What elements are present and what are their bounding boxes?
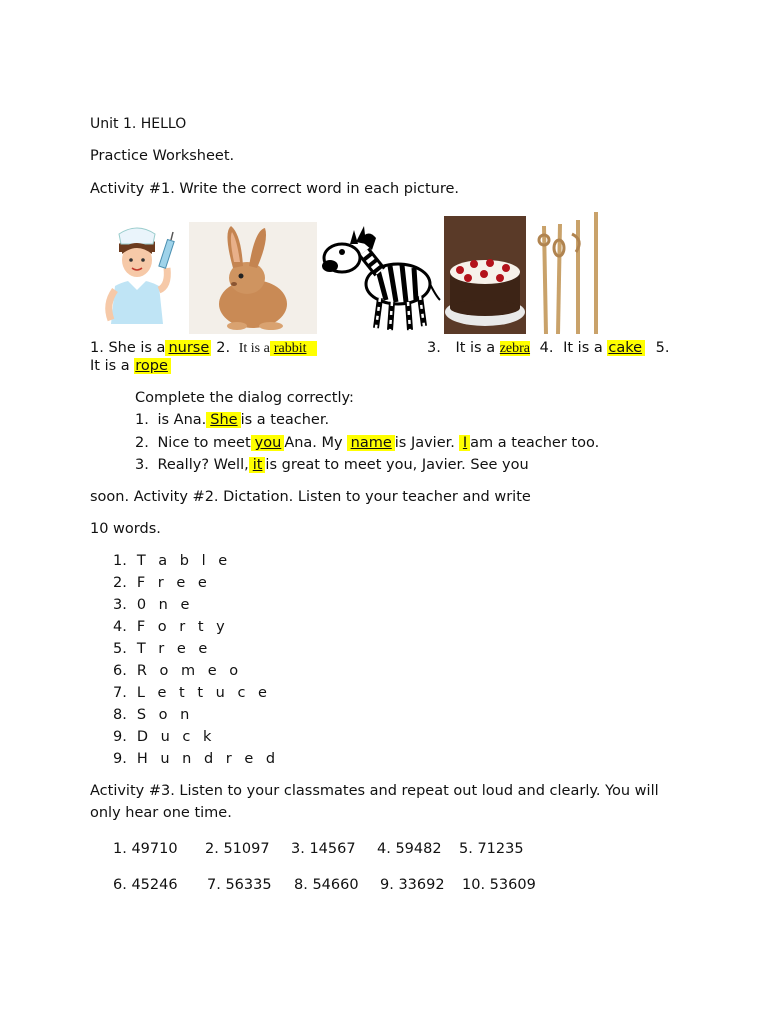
- sentence4-number: 4.: [539, 340, 554, 356]
- unit-title: Unit 1. HELLO: [90, 116, 187, 132]
- word-number: 6.: [113, 663, 127, 679]
- number-item: 10. 53609: [462, 877, 536, 893]
- dictation-word: L e t t u c e: [136, 685, 271, 701]
- dialog-item: [135, 412, 329, 428]
- dialog-number: 2.: [135, 435, 149, 451]
- dialog-text: Nice to meet: [157, 435, 251, 451]
- number-item: 9. 33692: [380, 877, 445, 893]
- sentence4-prefix: It is a: [563, 340, 603, 356]
- answer-cake: cake: [607, 340, 645, 356]
- rabbit-icon: [189, 222, 317, 334]
- dictation-word: H u n d r e d: [136, 751, 280, 767]
- number-row: [113, 877, 536, 893]
- activity1-sentence-line-right: [427, 340, 669, 357]
- worksheet-title: Practice Worksheet.: [90, 148, 235, 164]
- dialog-text: is Javier.: [394, 435, 455, 451]
- dialog-answer: name: [347, 435, 395, 451]
- dialog-text: am a teacher too.: [470, 435, 600, 451]
- list-item: [113, 751, 279, 767]
- number-item: 4. 59482: [377, 841, 442, 857]
- word-number: 9.: [113, 751, 127, 767]
- dialog-title: Complete the dialog correctly:: [135, 390, 354, 406]
- activity2-instruction: soon. Activity #2. Dictation. Listen to your teacher and write: [90, 489, 531, 505]
- dialog-text: Really? Well,: [157, 457, 249, 473]
- dictation-word: F r e e: [136, 575, 211, 591]
- activity1-sentence-line2: [90, 358, 171, 374]
- dialog-text: Ana. My: [284, 435, 343, 451]
- cake-icon: [444, 216, 526, 334]
- dictation-word: 0 n e: [136, 597, 194, 613]
- number-item: 1. 49710: [113, 841, 178, 857]
- dictation-word: S o n: [136, 707, 194, 723]
- dialog-text: is Ana.: [157, 412, 207, 428]
- activity3-instruction: Activity #3. Listen to your classmates and repeat out loud and clearly. You will: [90, 783, 659, 799]
- dialog-text: is great to meet you, Javier. See you: [265, 457, 529, 473]
- dialog-answer: I: [459, 435, 470, 451]
- word-number: 2.: [113, 575, 127, 591]
- activity3-instruction-cont: only hear one time.: [90, 805, 232, 821]
- list-item: [113, 575, 211, 591]
- dialog-answer: She: [206, 412, 240, 428]
- dialog-number: 3.: [135, 457, 149, 473]
- answer-rope: rope: [134, 358, 171, 374]
- dialog-answer: it: [249, 457, 266, 473]
- list-item: [113, 597, 193, 613]
- sentence2-number: 2.: [216, 340, 231, 356]
- word-number: 4.: [113, 619, 127, 635]
- number-item: 5. 71235: [459, 841, 524, 857]
- sentence1-prefix: 1. She is a: [90, 340, 166, 356]
- activity2-instruction-cont: 10 words.: [90, 521, 161, 537]
- number-item: 7. 56335: [207, 877, 272, 893]
- dictation-word: T r e e: [136, 641, 212, 657]
- zebra-icon: [320, 222, 442, 334]
- answer-zebra: zebra: [499, 341, 531, 356]
- answer-nurse: nurse: [165, 340, 211, 356]
- dictation-word: T a b l e: [136, 553, 232, 569]
- word-number: 7.: [113, 685, 127, 701]
- list-item: [113, 663, 242, 679]
- activity1-sentence-line: [90, 340, 317, 357]
- dialog-item: [135, 435, 599, 451]
- sentence5-prefix: It is a: [90, 358, 130, 374]
- list-item: [113, 553, 231, 569]
- number-item: 8. 54660: [294, 877, 359, 893]
- answer-rabbit: rabbit: [270, 341, 317, 356]
- list-item: [113, 729, 215, 745]
- activity1-instruction: Activity #1. Write the correct word in each picture.: [90, 181, 460, 197]
- dictation-word: R o m e o: [136, 663, 243, 679]
- word-number: 3.: [113, 597, 127, 613]
- dialog-item: [135, 457, 529, 473]
- dictation-word: F o r t y: [136, 619, 229, 635]
- word-number: 9.: [113, 729, 127, 745]
- dialog-number: 1.: [135, 412, 149, 428]
- rope-icon: [532, 212, 602, 336]
- number-row: [113, 841, 524, 857]
- list-item: [113, 707, 193, 723]
- dictation-word: D u c k: [136, 729, 216, 745]
- nurse-icon: [97, 224, 183, 328]
- word-number: 5.: [113, 641, 127, 657]
- sentence3-number: 3.: [427, 340, 441, 356]
- word-number: 1.: [113, 553, 127, 569]
- list-item: [113, 619, 229, 635]
- number-item: 6. 45246: [113, 877, 178, 893]
- list-item: [113, 685, 271, 701]
- word-number: 8.: [113, 707, 127, 723]
- dialog-answer: you: [251, 435, 285, 451]
- number-item: 3. 14567: [291, 841, 356, 857]
- list-item: [113, 641, 211, 657]
- sentence3-prefix: It is a: [455, 340, 496, 356]
- sentence2-prefix: It is a: [238, 341, 270, 356]
- sentence5-number: 5.: [655, 340, 670, 356]
- number-item: 2. 51097: [205, 841, 270, 857]
- dialog-text: is a teacher.: [240, 412, 330, 428]
